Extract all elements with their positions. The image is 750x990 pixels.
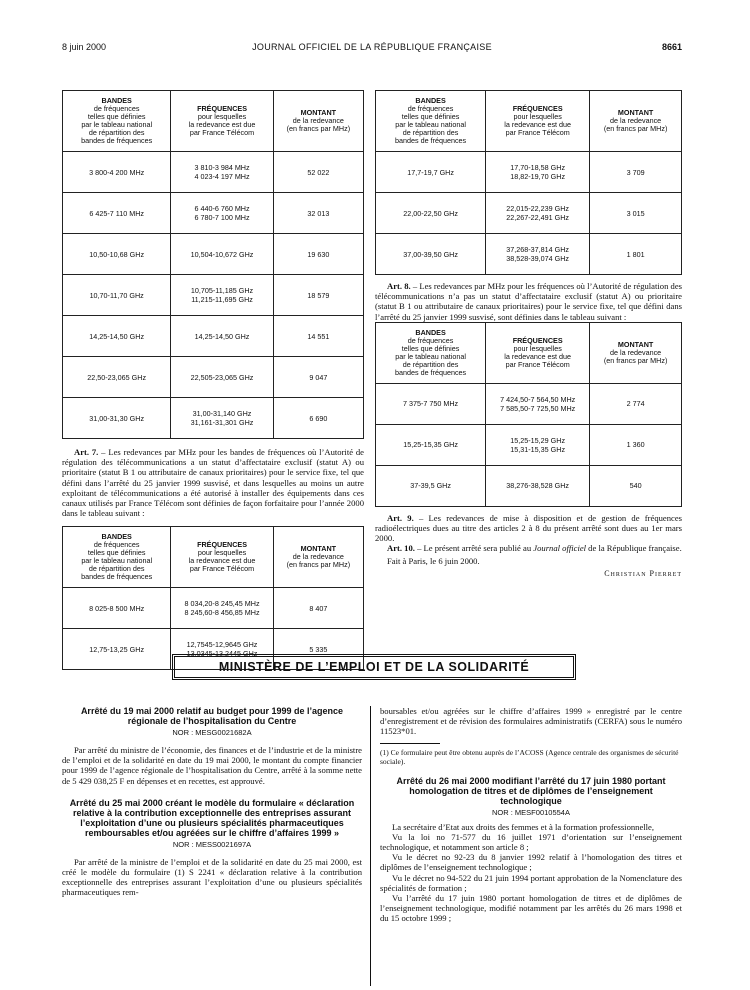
cell-bande: 31,00-31,30 GHz <box>63 398 171 439</box>
cell-bande: 14,25-14,50 GHz <box>63 316 171 357</box>
cell-bande: 37-39,5 GHz <box>376 465 486 506</box>
table-header-row <box>63 91 364 152</box>
column-header-frequences: FRÉQUENCES pour lesquelles la redevance est due par France Télécom <box>486 91 590 152</box>
arrete-1-body: Par arrêté du ministre de l’économie, des finances et de l’industrie et de la ministre de l’emploi et de la solidarité en date du 19 mai 2000, le montant du compte financier pour 1999 de l’agence régionale de l’hospitalisation du Centre, arrêté à la somme nette de 5 429 038,25 F en dépenses et en recettes, est approuvé. <box>62 745 362 786</box>
cell-frequences: 7 424,50-7 564,50 MHz 7 585,50-7 725,50 MHz <box>486 383 590 424</box>
table-row <box>376 465 682 506</box>
table-row <box>63 234 364 275</box>
cell-bande: 3 800-4 200 MHz <box>63 152 171 193</box>
footnote-rule <box>380 743 440 744</box>
cell-frequences: 15,25-15,29 GHz 15,31-15,35 GHz <box>486 424 590 465</box>
cell-frequences: 37,268-37,814 GHz 38,528-39,074 GHz <box>486 234 590 275</box>
frequency-table-2 <box>62 526 364 670</box>
article-10: Art. 10. – Le présent arrêté sera publié au Journal officiel de la République française. <box>387 543 682 554</box>
arrete-1-nor: NOR : MESG0021682A <box>172 728 252 737</box>
frequency-table-3 <box>375 90 682 275</box>
cell-bande: 8 025-8 500 MHz <box>63 588 171 629</box>
cell-bande: 22,00-22,50 GHz <box>376 193 486 234</box>
arrete-2-body: Par arrêté de la ministre de l’emploi et de la solidarité en date du 25 mai 2000, est créé le modèle du formulaire (1) S 2241 « déclaration relative à la contribution exceptionnelle des entreprises assurant l’exploitation d’une ou plusieurs spécialités pharmaceutiques rem- <box>62 856 362 898</box>
column-header-montant: MONTANT de la redevance (en francs par MHz) <box>273 527 363 588</box>
journal-title: JOURNAL OFFICIEL DE LA RÉPUBLIQUE FRANÇAISE <box>252 42 492 52</box>
table-header-row <box>63 527 364 588</box>
bottom-left-column <box>62 706 362 898</box>
table-row <box>376 152 682 193</box>
cell-bande: 6 425-7 110 MHz <box>63 193 171 234</box>
table-row <box>63 398 364 439</box>
cell-frequences: 22,015-22,239 GHz 22,267-22,491 GHz <box>486 193 590 234</box>
frequency-table-4 <box>375 322 682 507</box>
cell-montant: 5 335 <box>273 629 363 670</box>
table-row <box>376 383 682 424</box>
arrete-3-p5: Vu l’arrêté du 17 juin 1980 portant homologation de titres et de diplômes de l’enseignement technologique, modifié notamment par les arrêtés du 26 mars 1998 et du 15 octobre 1999 ; <box>380 893 682 924</box>
cell-montant: 19 630 <box>273 234 363 275</box>
cell-frequences: 31,00-31,140 GHz 31,161-31,301 GHz <box>171 398 273 439</box>
cell-bande: 17,7-19,7 GHz <box>376 152 486 193</box>
column-divider <box>370 706 371 986</box>
cell-montant: 540 <box>590 465 682 506</box>
arrete-2-continuation: boursables et/ou agréées sur le chiffre d’affaires 1999 » enregistré par le centre d’enregistrement et de révision des formulaires administratifs (CERFA) sous le numéro 11523*01. <box>380 706 682 737</box>
right-column <box>375 90 682 578</box>
arrete-3-p3: Vu le décret no 92-23 du 8 janvier 1992 relatif à l’homologation des titres et diplômes de l’enseignement technologique ; <box>380 852 682 873</box>
cell-bande: 10,50-10,68 GHz <box>63 234 171 275</box>
arrete-3-p1: La secrétaire d’Etat aux droits des femmes et à la formation professionnelle, <box>392 821 655 832</box>
cell-frequences: 6 440-6 760 MHz 6 780-7 100 MHz <box>171 193 273 234</box>
table-row <box>376 424 682 465</box>
bottom-right-column <box>380 706 682 924</box>
table-row <box>63 357 364 398</box>
cell-montant: 52 022 <box>273 152 363 193</box>
arrete-1-title: Arrêté du 19 mai 2000 relatif au budget pour 1999 de l’agence régionale de l’hospitalisation du Centre <box>80 706 344 726</box>
column-header-montant: MONTANT de la redevance (en francs par MHz) <box>590 91 682 152</box>
column-header-bandes: BANDES de fréquences telles que définies par le tableau national de répartition des bandes de fréquences <box>376 322 486 383</box>
cell-frequences: 14,25-14,50 GHz <box>171 316 273 357</box>
cell-montant: 18 579 <box>273 275 363 316</box>
table-row <box>63 316 364 357</box>
fait-a-paris: Fait à Paris, le 6 juin 2000. <box>387 555 480 566</box>
signature: Christian Pierret <box>604 568 682 578</box>
cell-frequences: 8 034,20-8 245,45 MHz 8 245,60-8 456,85 MHz <box>171 588 273 629</box>
cell-frequences: 12,7545-12,9645 GHz 13,0345-13,2445 GHz <box>171 629 273 670</box>
arrete-3-p4: Vu le décret no 94-522 du 21 juin 1994 portant approbation de la Nomenclature des spécialités de formation ; <box>380 872 682 893</box>
column-header-frequences: FRÉQUENCES pour lesquelles la redevance est due par France Télécom <box>171 91 273 152</box>
article-7: Art. 7. – Les redevances par MHz pour les bandes de fréquences où l’Autorité de régulation des télécommunications a un statut d’affectataire exclusif (statut A) ou prioritaire (statut B 1 ou attributaire de canaux prioritaires) pour le service fixe, tel que défini dans l’arrêté du 25 janvier 1999 susvisé, et dans lesquelles au moins un autre exploitant de télécommunications a été autorisé à installer des équipements dans ces canaux utilisés par France Télécom sont définies de façon forfaitaire pour l’année 2000 dans le tableau suivant : <box>62 447 364 519</box>
cell-bande: 12,75-13,25 GHz <box>63 629 171 670</box>
page-number: 8661 <box>661 42 682 52</box>
column-header-frequences: FRÉQUENCES pour lesquelles la redevance est due par France Télécom <box>171 527 273 588</box>
table-row <box>63 588 364 629</box>
cell-montant: 8 407 <box>273 588 363 629</box>
table-row <box>63 193 364 234</box>
table-header-row <box>376 91 682 152</box>
cell-montant: 14 551 <box>273 316 363 357</box>
arrete-2-title: Arrêté du 25 mai 2000 créant le modèle du formulaire « déclaration relative à la contribution exceptionnelle des entreprises assurant l’exploitation d’une ou plusieurs spécialités pharmaceutiques remboursables et/ou agréées sur le chiffre d’affaires 1999 » <box>69 797 355 838</box>
arrete-3-p2: Vu la loi no 71-577 du 16 juillet 1971 d’orientation sur l’enseignement technologique, et notamment son article 8 ; <box>380 831 682 853</box>
footnote: (1) Ce formulaire peut être obtenu auprès de l’ACOSS (Agence centrale des organismes de sécurité sociale). <box>380 747 679 766</box>
cell-montant: 9 047 <box>273 357 363 398</box>
left-column <box>62 90 364 670</box>
cell-montant: 3 015 <box>590 193 682 234</box>
cell-bande: 15,25-15,35 GHz <box>376 424 486 465</box>
cell-frequences: 38,276-38,528 GHz <box>486 465 590 506</box>
column-header-montant: MONTANT de la redevance (en francs par MHz) <box>273 91 363 152</box>
article-8: Art. 8. – Les redevances par MHz pour les fréquences où l’Autorité de régulation des télécommunications n’a pas un statut d’affectataire exclusif (statut A) ou prioritaire (statut B 1 ou attributaire de canaux prioritaires) pour le service fixe, tel que défini dans l’arrêté du 25 janvier 1999 susvisé, sont définies dans le tableau suivant : <box>375 281 683 322</box>
column-header-bandes: BANDES de fréquences telles que définies par le tableau national de répartition des bandes de fréquences <box>376 91 486 152</box>
table-row <box>63 152 364 193</box>
cell-frequences: 3 810-3 984 MHz 4 023-4 197 MHz <box>171 152 273 193</box>
cell-frequences: 10,504-10,672 GHz <box>171 234 273 275</box>
cell-montant: 1 801 <box>590 234 682 275</box>
cell-bande: 22,50-23,065 GHz <box>63 357 171 398</box>
arrete-3-title: Arrêté du 26 mai 2000 modifiant l’arrêté du 17 juin 1980 portant homologation de titres et de diplômes de l’enseignement technologique <box>396 775 666 806</box>
cell-bande: 10,70-11,70 GHz <box>63 275 171 316</box>
cell-montant: 32 013 <box>273 193 363 234</box>
cell-montant: 1 360 <box>590 424 682 465</box>
column-header-montant: MONTANT de la redevance (en francs par MHz) <box>590 322 682 383</box>
cell-frequences: 22,505-23,065 GHz <box>171 357 273 398</box>
table-row <box>376 234 682 275</box>
cell-bande: 7 375-7 750 MHz <box>376 383 486 424</box>
article-9: Art. 9. – Les redevances de mise à disposition et de gestion de fréquences radioélectriques dues au titre des articles 2 à 8 du présent arrêté sont dues au 1er mars 2000. <box>375 512 683 544</box>
cell-montant: 3 709 <box>590 152 682 193</box>
cell-frequences: 10,705-11,185 GHz 11,215-11,695 GHz <box>171 275 273 316</box>
table-row <box>63 275 364 316</box>
arrete-2-nor: NOR : MESS0021697A <box>172 839 252 849</box>
column-header-bandes: BANDES de fréquences telles que définies par le tableau national de répartition des bandes de fréquences <box>63 527 171 588</box>
cell-montant: 2 774 <box>590 383 682 424</box>
frequency-table-1 <box>62 90 364 439</box>
ministry-banner: MINISTÈRE DE L’EMPLOI ET DE LA SOLIDARITÉ <box>172 654 576 680</box>
cell-frequences: 17,70-18,58 GHz 18,82-19,70 GHz <box>486 152 590 193</box>
table-header-row <box>376 322 682 383</box>
arrete-3-nor: NOR : MESF0010554A <box>492 807 570 817</box>
cell-montant: 6 690 <box>273 398 363 439</box>
cell-bande: 37,00-39,50 GHz <box>376 234 486 275</box>
column-header-frequences: FRÉQUENCES pour lesquelles la redevance est due par France Télécom <box>486 322 590 383</box>
table-row <box>376 193 682 234</box>
column-header-bandes: BANDES de fréquences telles que définies par le tableau national de répartition des bandes de fréquences <box>63 91 171 152</box>
header-date: 8 juin 2000 <box>62 42 107 52</box>
